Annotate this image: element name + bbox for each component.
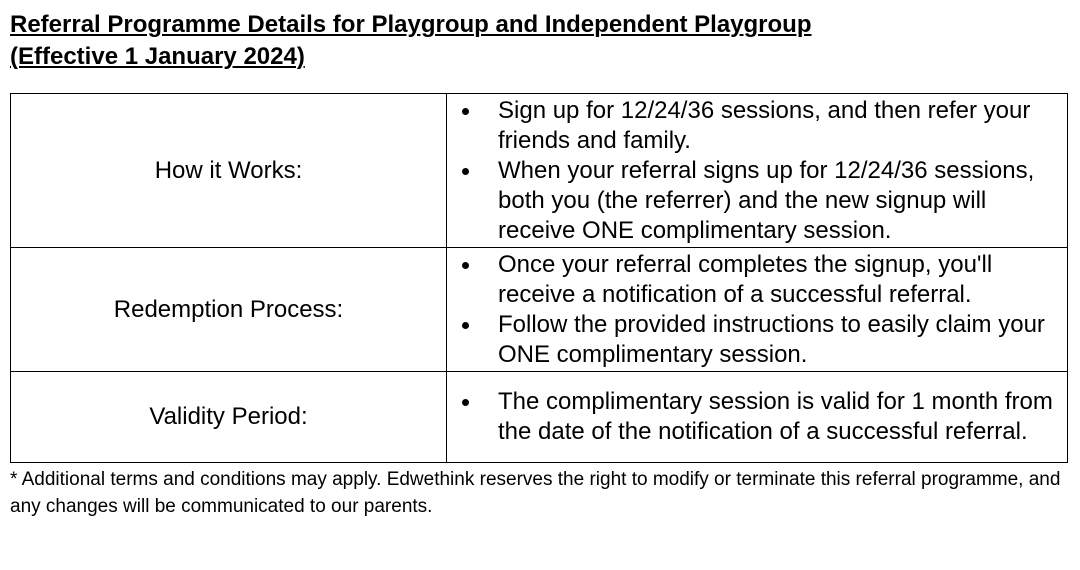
table-row-redemption-process xyxy=(11,248,1068,372)
bullet-item: Once your referral completes the signup, you'll receive a notification of a successful referral. xyxy=(447,250,1067,310)
bullet-item: Follow the provided instructions to easily claim your ONE complimentary session. xyxy=(447,310,1067,370)
bullet-list xyxy=(447,96,1067,246)
referral-details-table xyxy=(10,93,1068,463)
bullet-list xyxy=(447,387,1067,447)
row-details xyxy=(447,372,1068,463)
row-label: Redemption Process: xyxy=(11,248,447,372)
bullet-list xyxy=(447,250,1067,370)
page-title xyxy=(10,9,1010,73)
footnote: * Additional terms and conditions may apply. Edwethink reserves the right to modify or terminate this referral programme, and any changes will be communicated to our parents. xyxy=(10,469,1061,517)
title-line-2: (Effective 1 January 2024) xyxy=(10,43,305,70)
row-label: How it Works: xyxy=(11,94,447,248)
bullet-item: The complimentary session is valid for 1 month from the date of the notification of a successful referral. xyxy=(447,387,1067,447)
bullet-item: When your referral signs up for 12/24/36 sessions, both you (the referrer) and the new signup will receive ONE complimentary session. xyxy=(447,156,1067,246)
table-row-validity-period xyxy=(11,372,1068,463)
row-details xyxy=(447,248,1068,372)
title-line-1: Referral Programme Details for Playgroup and Independent Playgroup xyxy=(10,11,812,38)
row-label: Validity Period: xyxy=(11,372,447,463)
table-row-how-it-works xyxy=(11,94,1068,248)
row-details xyxy=(447,94,1068,248)
bullet-item: Sign up for 12/24/36 sessions, and then refer your friends and family. xyxy=(447,96,1067,156)
